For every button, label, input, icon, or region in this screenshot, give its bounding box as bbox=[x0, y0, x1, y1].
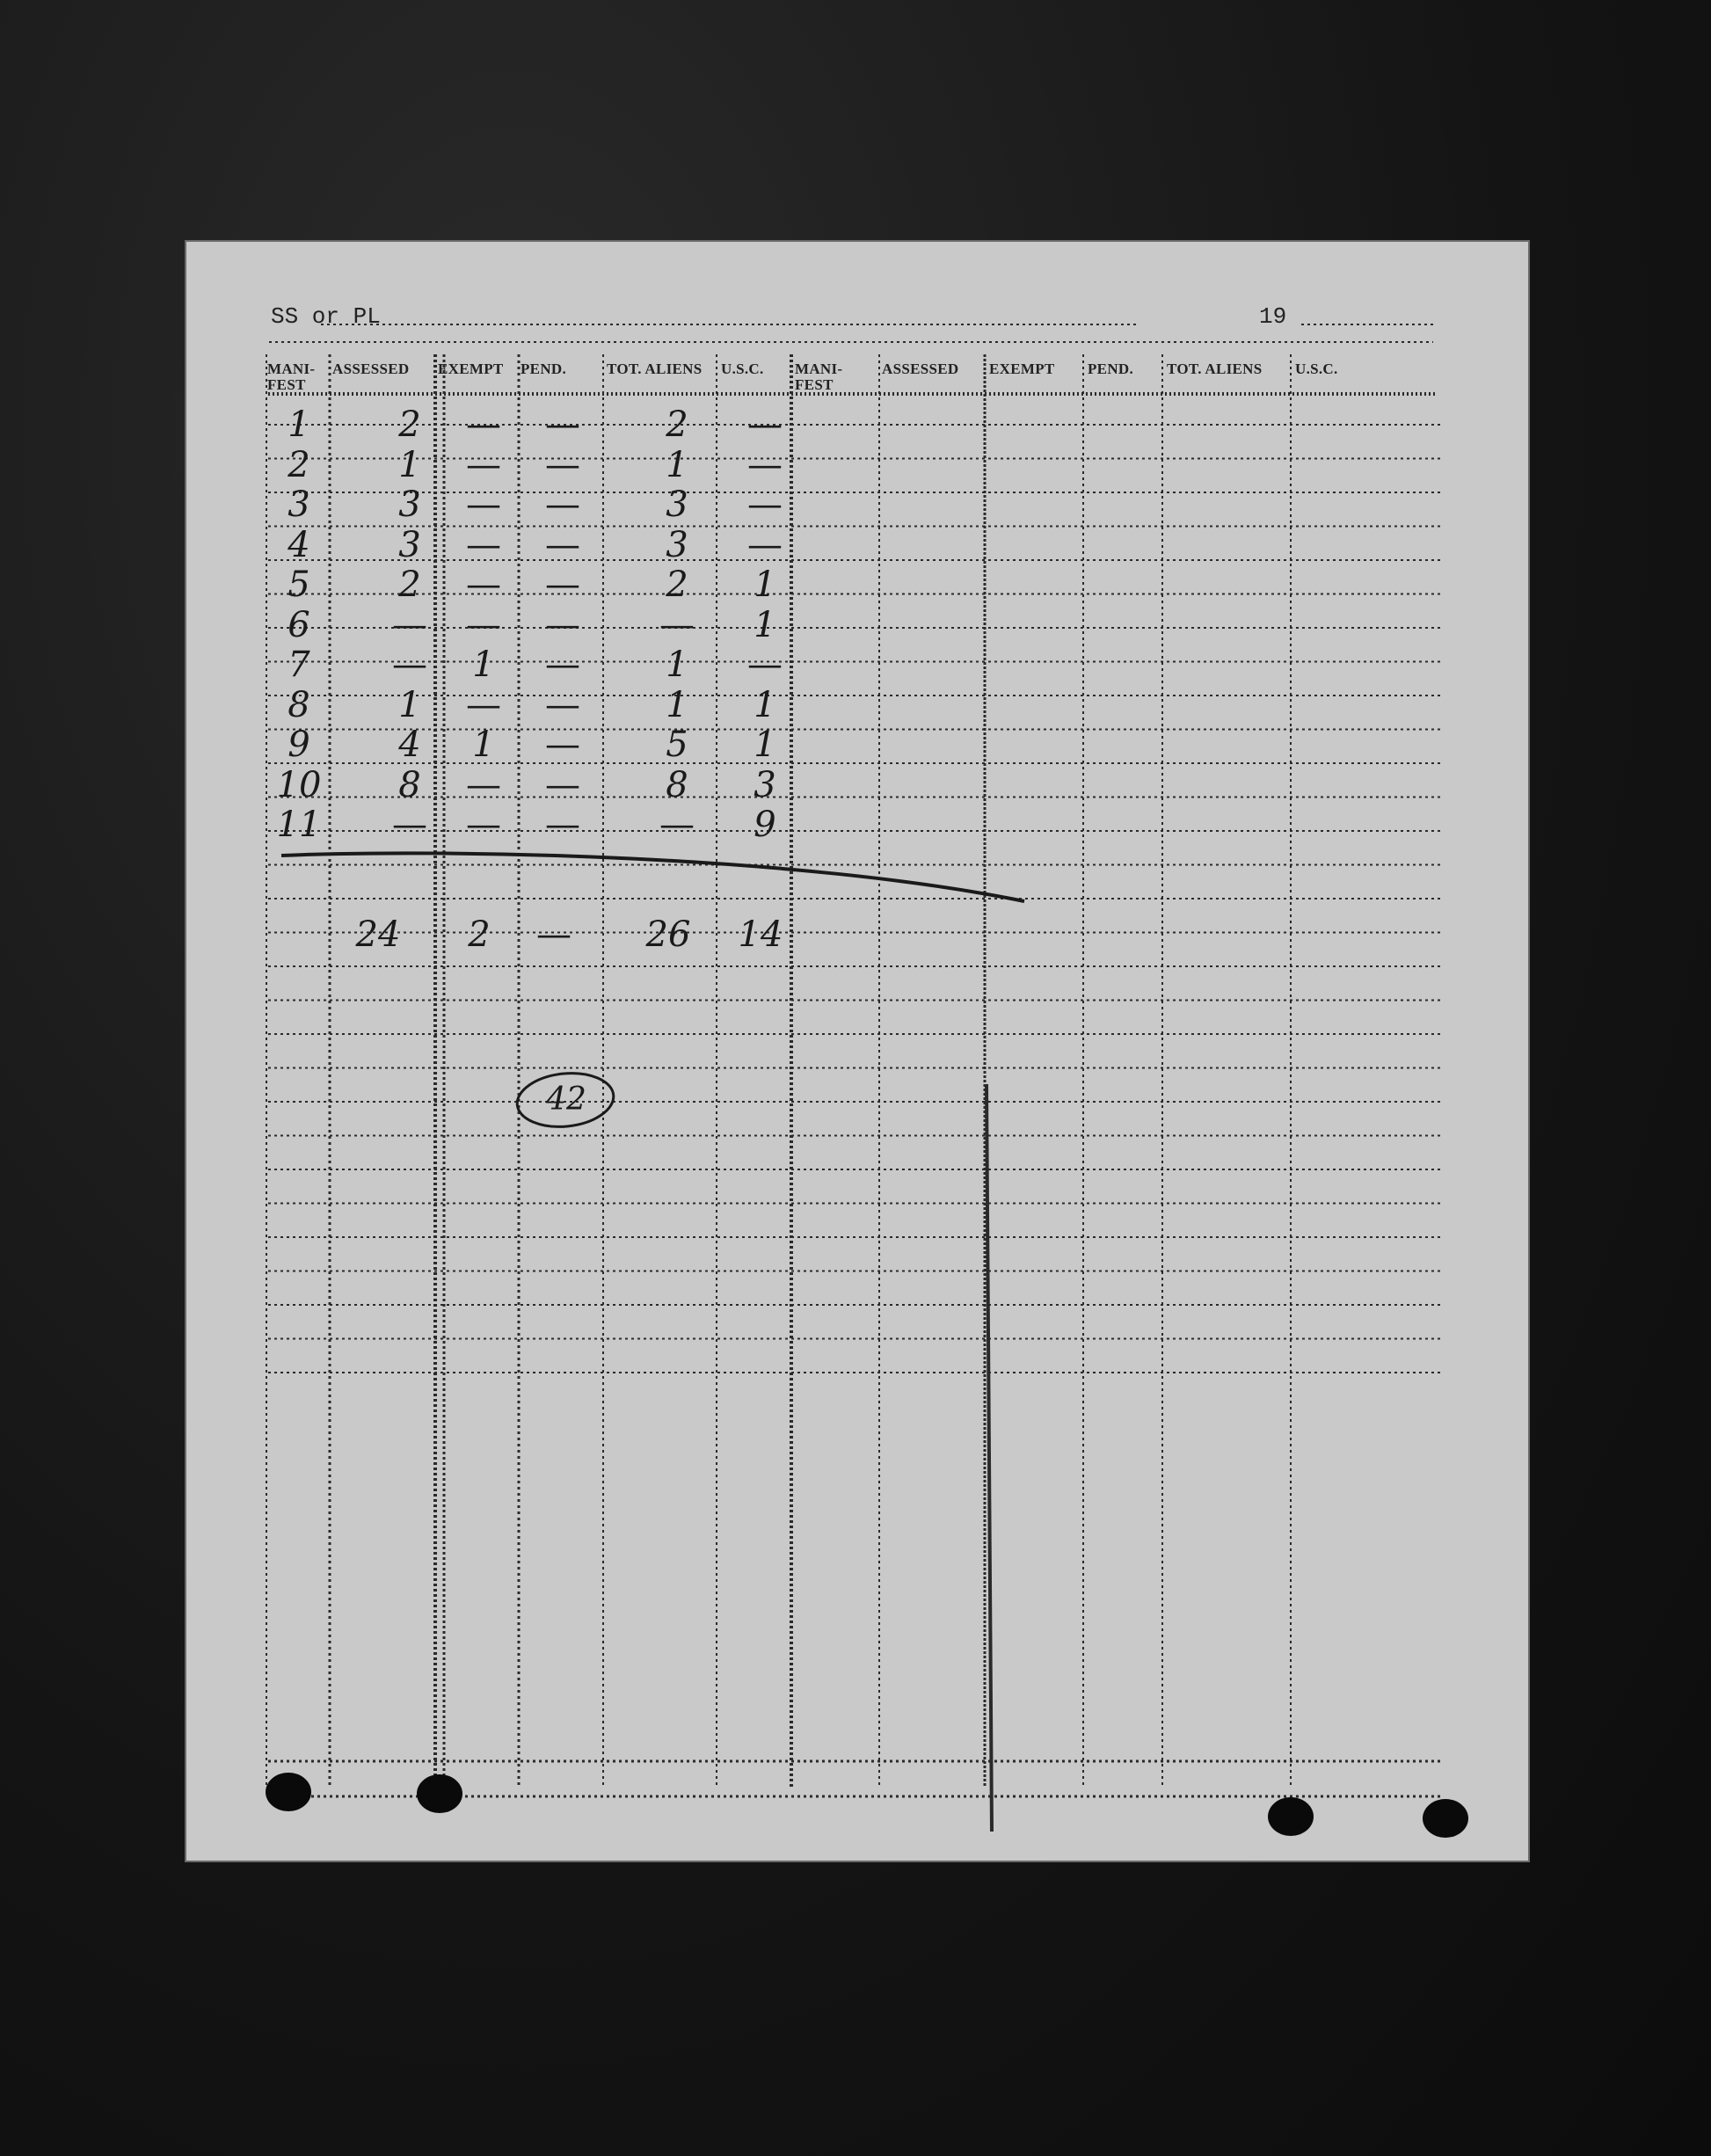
entry-tot-aliens: 3 bbox=[666, 484, 688, 525]
entry-tot-aliens: 8 bbox=[666, 764, 688, 805]
center-divider-line bbox=[987, 1084, 992, 1832]
entry-exempt: — bbox=[466, 604, 501, 645]
entry-manifest: 7 bbox=[288, 645, 310, 685]
punch-hole bbox=[417, 1774, 462, 1813]
entry-pend: — bbox=[545, 645, 580, 685]
entry-usc: 9 bbox=[754, 805, 776, 845]
entry-exempt: 1 bbox=[472, 725, 495, 765]
entry-manifest: 2 bbox=[288, 444, 310, 485]
entry-assessed: — bbox=[392, 805, 427, 845]
handwritten-underline bbox=[281, 853, 1024, 901]
entry-manifest: 3 bbox=[288, 484, 310, 525]
header-pend: PEND. bbox=[521, 361, 567, 377]
entry-exempt: — bbox=[466, 444, 501, 485]
entry-tot-aliens: 2 bbox=[666, 564, 688, 605]
form-sheet bbox=[185, 240, 1530, 1862]
form-grid bbox=[185, 240, 1530, 1862]
total-assessed: 24 bbox=[355, 914, 401, 955]
header-manifest: MANI- FEST bbox=[267, 361, 316, 393]
entry-manifest: 8 bbox=[288, 684, 310, 725]
entry-manifest: 4 bbox=[288, 524, 310, 565]
entry-manifest: 9 bbox=[288, 725, 310, 765]
entry-exempt: — bbox=[466, 484, 501, 525]
entry-exempt: — bbox=[466, 404, 501, 445]
entry-usc: 1 bbox=[754, 684, 776, 725]
punch-hole bbox=[1268, 1797, 1314, 1836]
entry-pend: — bbox=[545, 604, 580, 645]
header-usc-2: U.S.C. bbox=[1295, 361, 1338, 377]
entry-pend: — bbox=[545, 444, 580, 485]
entry-usc: — bbox=[747, 645, 783, 685]
entry-exempt: — bbox=[466, 764, 501, 805]
entry-pend: — bbox=[545, 484, 580, 525]
entry-assessed: 8 bbox=[398, 764, 421, 805]
entry-assessed: 1 bbox=[398, 684, 421, 725]
total-pend: — bbox=[536, 914, 572, 955]
entry-usc: 1 bbox=[754, 604, 776, 645]
entry-exempt: — bbox=[466, 564, 501, 605]
entry-pend: — bbox=[545, 404, 580, 445]
entry-assessed: — bbox=[392, 645, 427, 685]
entry-exempt: — bbox=[466, 684, 501, 725]
entry-assessed: 3 bbox=[398, 524, 421, 565]
entry-assessed: 2 bbox=[398, 404, 421, 445]
year-label: 19 bbox=[1259, 303, 1287, 330]
entry-pend: — bbox=[545, 564, 580, 605]
entry-tot-aliens: — bbox=[659, 604, 695, 645]
entry-tot-aliens: 5 bbox=[666, 725, 688, 765]
entry-tot-aliens: 1 bbox=[666, 444, 688, 485]
entry-exempt: — bbox=[466, 805, 501, 845]
entry-tot-aliens: 3 bbox=[666, 524, 688, 565]
header-assessed: ASSESSED bbox=[332, 361, 410, 377]
entry-assessed: — bbox=[392, 604, 427, 645]
entry-usc: — bbox=[747, 444, 783, 485]
header-exempt: EXEMPT bbox=[438, 361, 504, 377]
entry-tot-aliens: — bbox=[659, 805, 695, 845]
entry-assessed: 4 bbox=[398, 725, 421, 765]
entry-manifest: 5 bbox=[288, 564, 310, 605]
punch-hole bbox=[1423, 1799, 1468, 1838]
header-tot-aliens-2: TOT. ALIENS bbox=[1167, 361, 1263, 377]
total-exempt: 2 bbox=[468, 914, 491, 955]
entry-exempt: — bbox=[466, 524, 501, 565]
entry-usc: — bbox=[747, 524, 783, 565]
entry-pend: — bbox=[545, 764, 580, 805]
entry-pend: — bbox=[545, 725, 580, 765]
grand-total: 42 bbox=[546, 1082, 586, 1118]
punch-hole bbox=[266, 1773, 311, 1811]
entry-usc: 1 bbox=[754, 564, 776, 605]
header-exempt-2: EXEMPT bbox=[989, 361, 1055, 377]
entry-usc: 1 bbox=[754, 725, 776, 765]
entry-tot-aliens: 2 bbox=[666, 404, 688, 445]
total-usc: 14 bbox=[738, 914, 783, 955]
entry-assessed: 2 bbox=[398, 564, 421, 605]
ss-or-pl-label: SS or PL bbox=[271, 303, 381, 330]
header-tot-aliens: TOT. ALIENS bbox=[607, 361, 703, 377]
entry-usc: — bbox=[747, 404, 783, 445]
header-pend-2: PEND. bbox=[1088, 361, 1134, 377]
entry-pend: — bbox=[545, 684, 580, 725]
entry-manifest: 10 bbox=[276, 764, 322, 805]
entry-tot-aliens: 1 bbox=[666, 645, 688, 685]
entry-assessed: 1 bbox=[398, 444, 421, 485]
entry-tot-aliens: 1 bbox=[666, 684, 688, 725]
entry-usc: — bbox=[747, 484, 783, 525]
header-assessed-2: ASSESSED bbox=[882, 361, 959, 377]
entry-pend: — bbox=[545, 524, 580, 565]
entry-pend: — bbox=[545, 805, 580, 845]
entry-manifest: 6 bbox=[288, 604, 310, 645]
header-manifest-2: MANI- FEST bbox=[795, 361, 843, 393]
total-tot-aliens: 26 bbox=[645, 914, 691, 955]
entry-manifest: 1 bbox=[288, 404, 310, 445]
header-usc: U.S.C. bbox=[721, 361, 764, 377]
entry-manifest: 11 bbox=[276, 805, 322, 845]
entry-assessed: 3 bbox=[398, 484, 421, 525]
entry-usc: 3 bbox=[754, 764, 776, 805]
entry-exempt: 1 bbox=[472, 645, 495, 685]
